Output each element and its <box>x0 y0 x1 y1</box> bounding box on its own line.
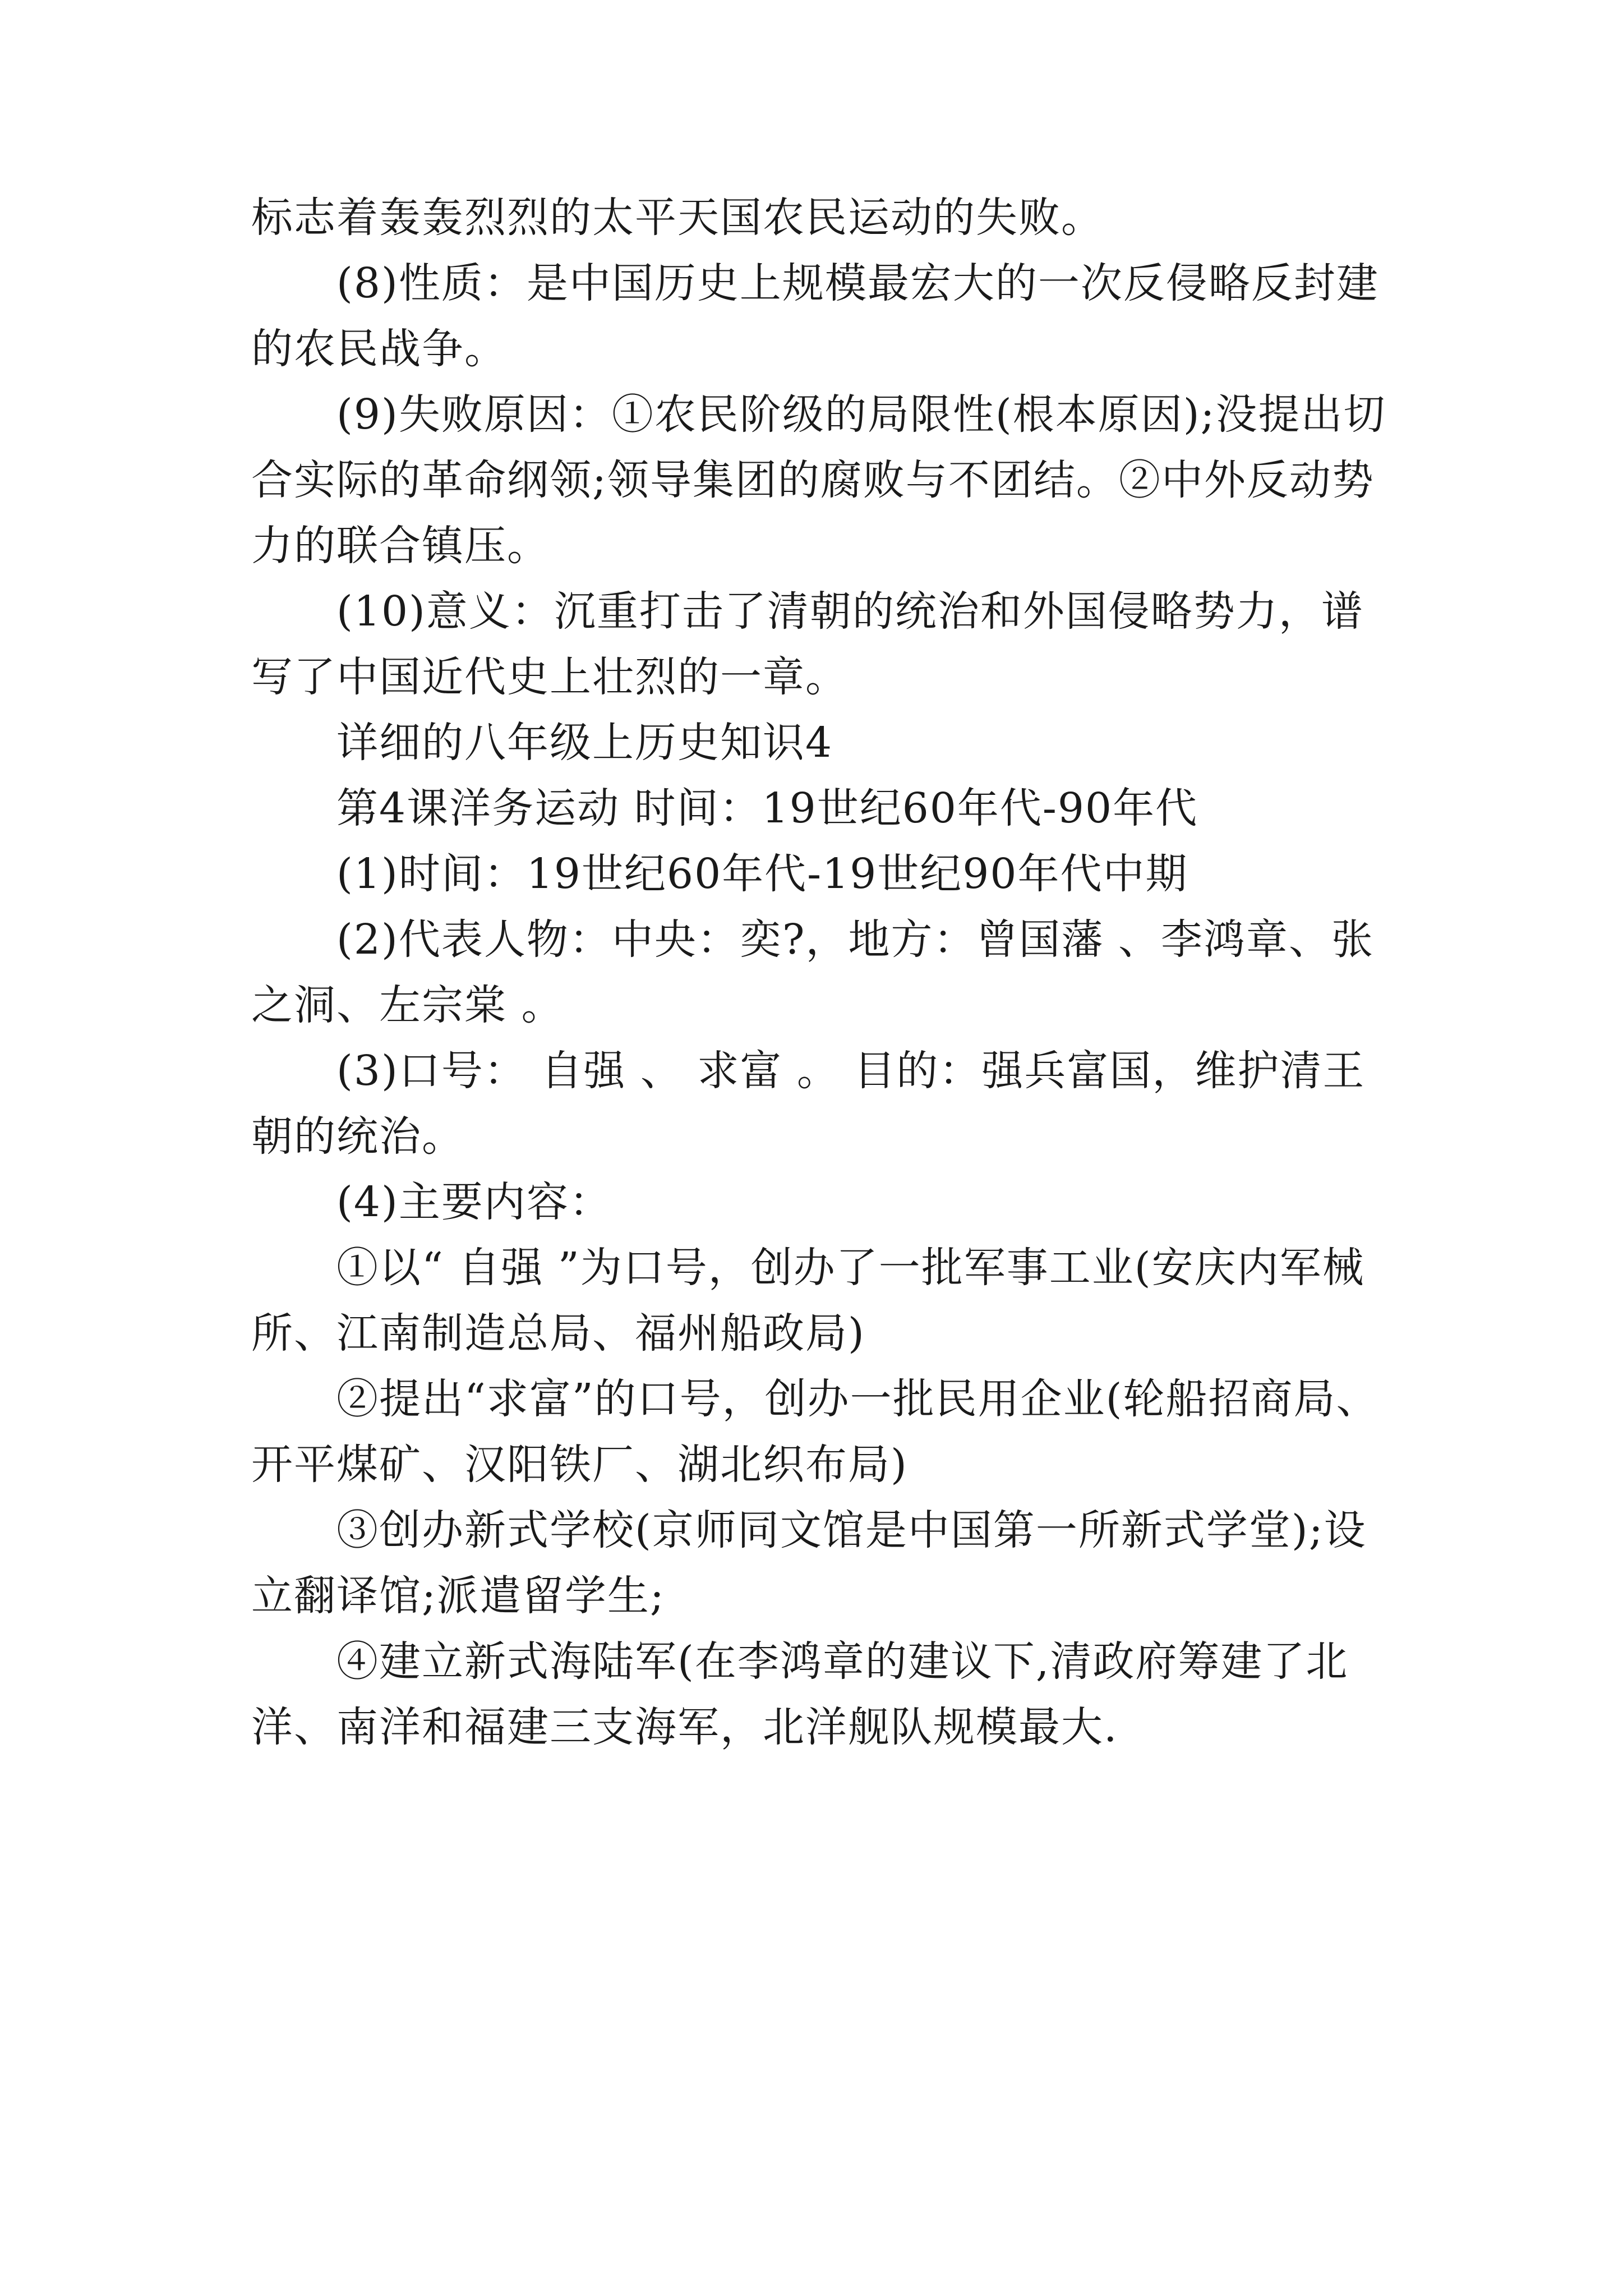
paragraph-time: (1)时间：19世纪60年代-19世纪90年代中期 <box>336 850 1188 898</box>
list-item-civil-enterprise: ②提出“求富”的口号，创办一批民用企业(轮船招商局、开平煤矿、汉阳铁厂、湖北织布局) <box>251 1375 1379 1489</box>
list-item-military-industry: ①以“ 自强 ”为口号，创办了一批军事工业(安庆内军械所、江南制造总局、福州船政局) <box>251 1244 1365 1358</box>
list-item-new-schools: ③创办新式学校(京师同文馆是中国第一所新式学堂);设立翻译馆;派遣留学生; <box>251 1506 1367 1620</box>
paragraph-figures: (2)代表人物：中央：奕?，地方：曾国藩 、李鸿章、张之洞、左宗棠 。 <box>251 915 1375 1029</box>
paragraph-content-heading: (4)主要内容： <box>336 1178 612 1226</box>
paragraph-failure-reasons: (9)失败原因：①农民阶级的局限性(根本原因);没提出切合实际的革命纲领;领导集团的腐败与不团结。②中外反动势力的联合镇压。 <box>251 390 1386 570</box>
lesson-title: 第4课洋务运动 时间：19世纪60年代-90年代 <box>336 784 1198 832</box>
paragraph-continuation: 标志着轰轰烈烈的太平天国农民运动的失败。 <box>251 194 1104 242</box>
paragraph-slogan: (3)口号： 自强 、 求富 。 目的：强兵富国，维护清王朝的统治。 <box>251 1047 1366 1161</box>
paragraph-significance: (10)意义：沉重打击了清朝的统治和外国侵略势力，谱写了中国近代史上壮烈的一章。 <box>251 587 1364 701</box>
document-body <box>251 185 1390 1760</box>
section-heading: 详细的八年级上历史知识4 <box>336 719 833 767</box>
list-item-new-navy: ④建立新式海陆军(在李鸿章的建议下,清政府筹建了北洋、南洋和福建三支海军，北洋舰队规模最大. <box>251 1637 1349 1751</box>
paragraph-nature: (8)性质：是中国历史上规模最宏大的一次反侵略反封建的农民战争。 <box>251 259 1379 373</box>
